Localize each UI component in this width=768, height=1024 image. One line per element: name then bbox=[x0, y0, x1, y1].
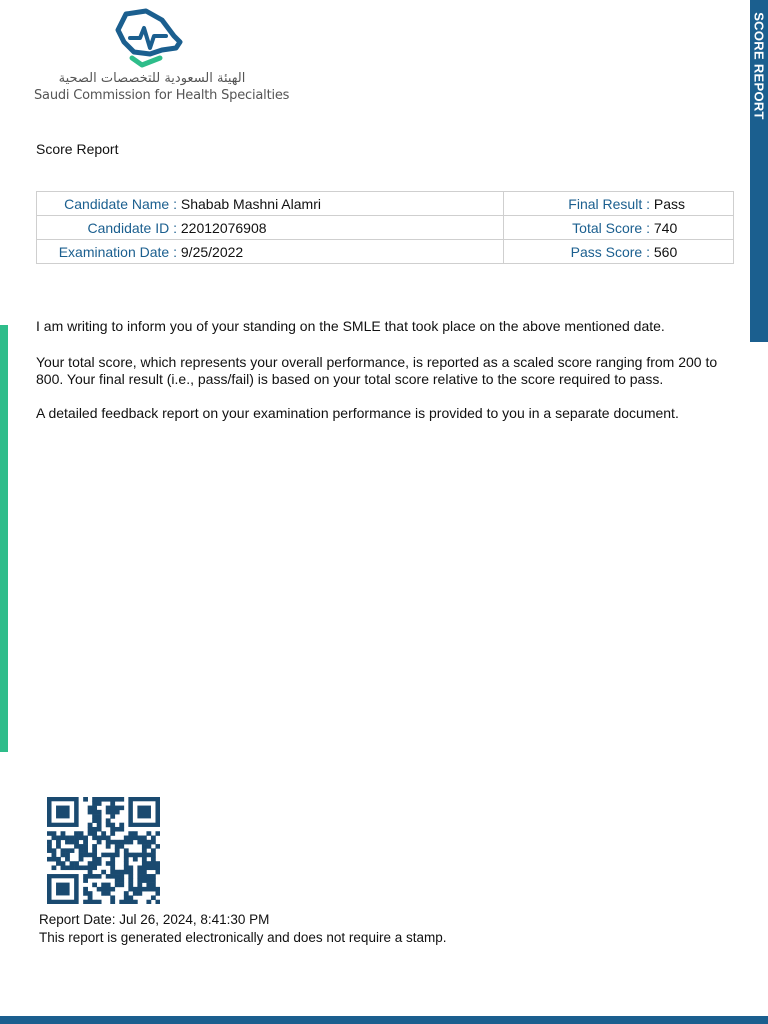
candidate-info-table bbox=[36, 191, 734, 264]
table-row bbox=[37, 240, 734, 264]
logo-english-text: Saudi Commission for Health Specialties bbox=[34, 88, 290, 103]
bottom-accent-bar bbox=[0, 1016, 768, 1024]
examination-date-value: 9/25/2022 bbox=[180, 243, 244, 260]
final-result-label: Final Result : bbox=[568, 195, 650, 212]
stamp-note: This report is generated electronically and does not require a stamp. bbox=[39, 930, 447, 945]
candidate-name-label: Candidate Name : bbox=[64, 195, 177, 212]
page-title: Score Report bbox=[36, 141, 119, 157]
table-row bbox=[37, 216, 734, 240]
candidate-name-value: Shabab Mashni Alamri bbox=[180, 195, 321, 212]
score-explanation-paragraph: Your total score, which represents your overall performance, is reported as a scaled score ranging from 200 to 800. Your final result (i.e., pass/fail) is based on your total score relative to the score required to pass. bbox=[36, 354, 718, 387]
left-accent-bar bbox=[0, 325, 8, 752]
candidate-id-value: 22012076908 bbox=[180, 219, 267, 236]
pass-score-label: Pass Score : bbox=[570, 243, 650, 260]
report-date: Report Date: Jul 26, 2024, 8:41:30 PM bbox=[39, 912, 270, 927]
side-tab-label: SCORE REPORT bbox=[751, 12, 767, 120]
intro-paragraph: I am writing to inform you of your standing on the SMLE that took place on the above mentioned date. bbox=[36, 318, 665, 334]
feedback-paragraph: A detailed feedback report on your examination performance is provided to you in a separate document. bbox=[36, 405, 679, 421]
table-row bbox=[37, 192, 734, 216]
qr-code-icon bbox=[47, 797, 160, 904]
total-score-label: Total Score : bbox=[572, 219, 650, 236]
candidate-id-label: Candidate ID : bbox=[87, 219, 177, 236]
examination-date-label: Examination Date : bbox=[58, 243, 177, 260]
total-score-value: 740 bbox=[653, 219, 678, 236]
final-result-value: Pass bbox=[653, 195, 686, 212]
pass-score-value: 560 bbox=[653, 243, 678, 260]
scfhs-logo-icon bbox=[110, 8, 186, 68]
logo-arabic-text: الهيئة السعودية للتخصصات الصحية bbox=[58, 71, 246, 86]
